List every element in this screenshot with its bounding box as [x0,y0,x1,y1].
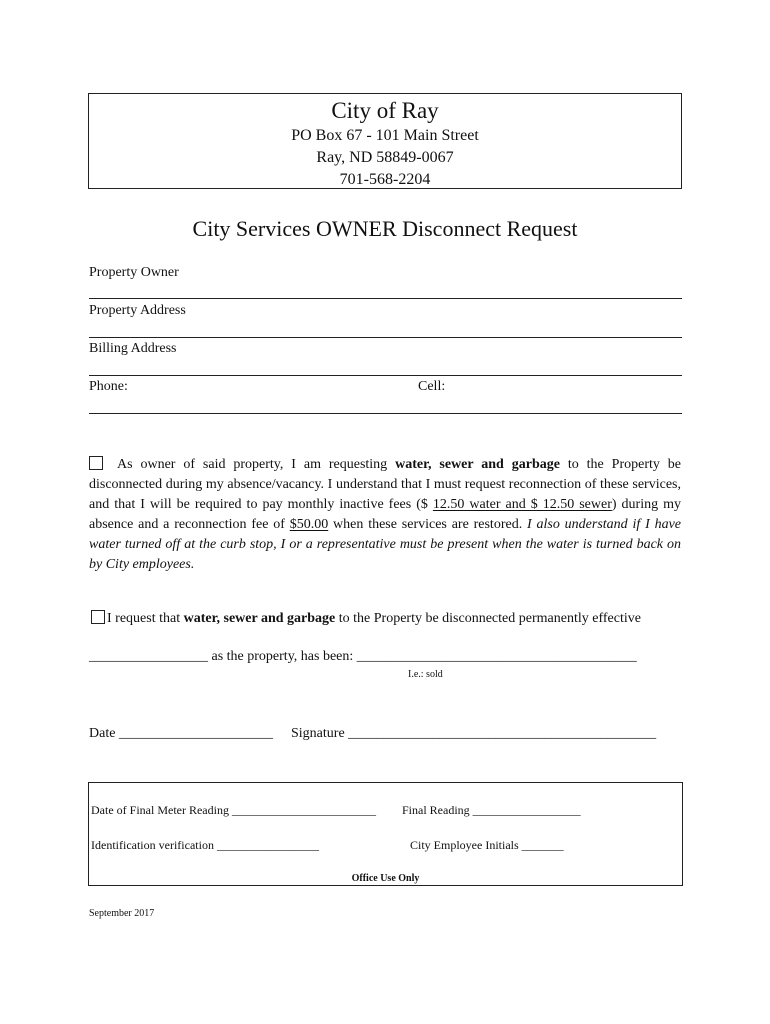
date-label: Date [89,726,116,741]
office-use-only-label: Office Use Only [351,873,420,884]
signature-field [291,726,656,742]
date-field [89,726,273,742]
cell-label: Cell: [418,379,446,394]
signature-blank[interactable]: ____________________________________________ [348,726,657,741]
billing-address-label: Billing Address [89,341,177,356]
date-blank[interactable]: ______________________ [118,726,273,741]
property-address-label: Property Address [89,303,186,318]
identification-field: Identification verification _________________ [91,838,319,852]
city-name: City of Ray [331,98,439,123]
final-meter-date-blank[interactable]: ________________________ [231,803,376,817]
revision-date: September 2017 [89,908,155,919]
final-reading-field: Final Reading __________________ [402,803,581,817]
final-meter-date-field: Date of Final Meter Reading ________________________ [91,803,376,817]
reason-blank[interactable]: ________________________________________ [356,649,637,664]
temporary-disconnect-checkbox[interactable] [89,456,103,470]
permanent-details-line: _________________ as the property, has been: ________________________________________ [89,649,637,664]
property-owner-line[interactable] [89,298,682,299]
signature-label: Signature [291,726,345,741]
city-phone: 701-568-2204 [339,171,431,188]
employee-initials-field: City Employee Initials _______ [410,838,564,852]
office-use-box [88,782,683,886]
phone-label: Phone: [89,379,128,394]
city-address-line2: Ray, ND 58849-0067 [316,149,454,166]
billing-address-line[interactable] [89,375,682,376]
form-title: City Services OWNER Disconnect Request [192,216,578,241]
property-owner-label: Property Owner [89,265,179,280]
phone-cell-line[interactable] [89,413,682,414]
effective-date-blank[interactable]: _________________ [89,649,208,664]
permanent-disconnect-line: I request that water, sewer and garbage to the Property be disconnected permanently effective [91,610,683,627]
reason-hint: I.e.: sold [408,669,443,680]
identification-blank[interactable]: _________________ [216,838,319,852]
property-address-line[interactable] [89,337,682,338]
final-reading-blank[interactable]: __________________ [472,803,581,817]
city-address-line1: PO Box 67 - 101 Main Street [291,127,479,144]
employee-initials-blank[interactable]: _______ [521,838,564,852]
temporary-disconnect-paragraph: As owner of said property, I am requesting water, sewer and garbage to the Property be disconnected during my absence/vacancy. I understand that I must request reconnection of these services, and that I will be required to pay monthly inactive fees ($ 12.50 water and $ 12.50 sewer) during my absence and a reconnection fee of $50.00 when these services are restored. I also understand if I have water turned off at the curb stop, I or a representative must be present when the water is turned back on by City employees. [89,457,682,572]
permanent-disconnect-checkbox[interactable] [91,610,105,624]
city-header-box [88,93,682,189]
